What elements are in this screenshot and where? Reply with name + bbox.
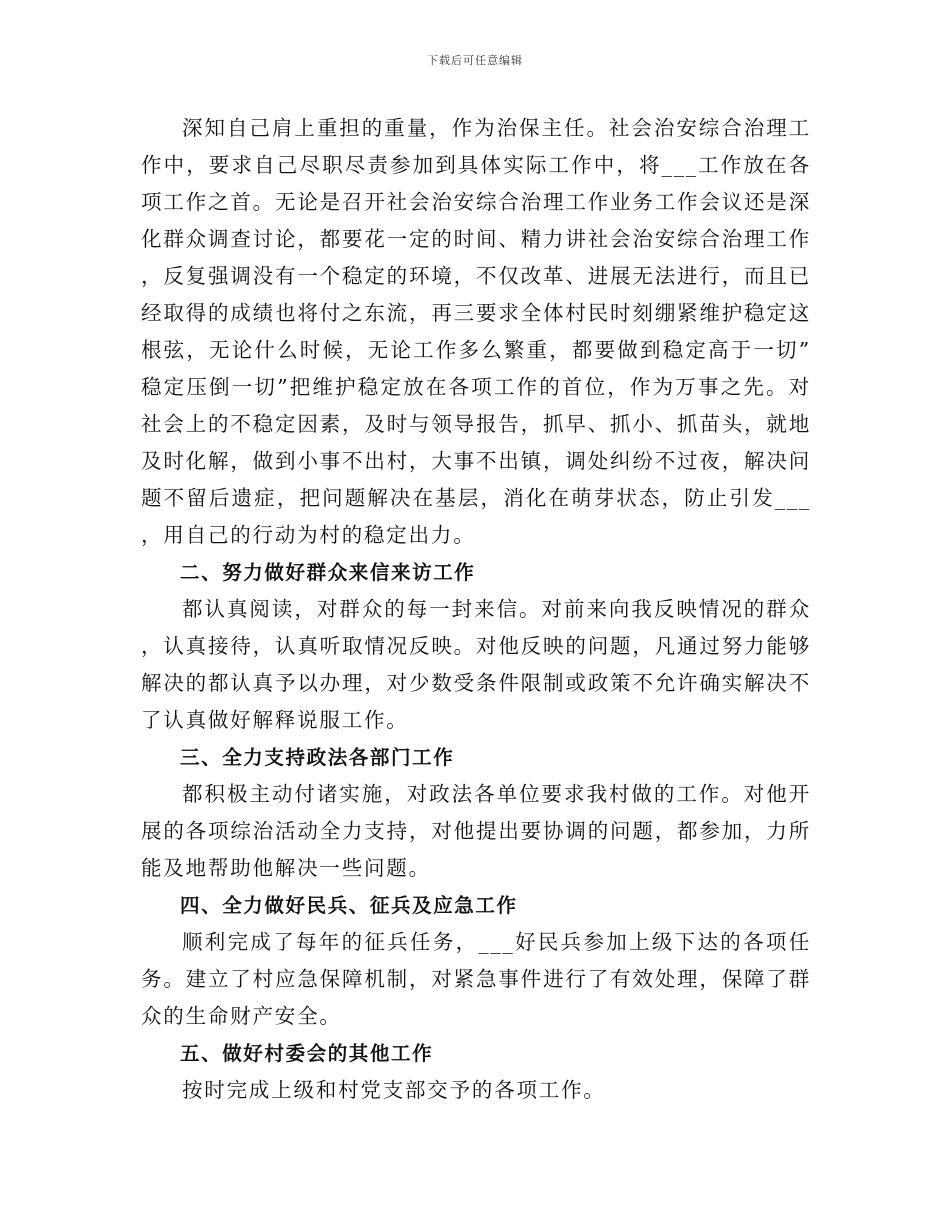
- section-2-heading: 二、努力做好群众来信来访工作: [180, 561, 476, 584]
- section-5-paragraph: 按时完成上级和村党支部交予的各项工作。: [182, 1078, 606, 1102]
- section-4-paragraph: 顺利完成了每年的征兵任务，___好民兵参加上级下达的各项任务。建立了村应急保障机制，对紧急事件进行了有效处理，保障了群众的生命财产安全。: [141, 930, 811, 1028]
- section-3-paragraph: 都积极主动付诸实施，对政法各单位要求我村做的工作。对他开展的各项综治活动全力支持，对他提出要协调的问题，都参加，力所能及地帮助他解决一些问题。: [141, 782, 811, 880]
- section-5-heading: 五、做好村委会的其他工作: [180, 1042, 434, 1065]
- section-1-paragraph: 深知自己肩上重担的重量，作为治保主任。社会治安综合治理工作中，要求自己尽职尽责参加到具体实际工作中，将___工作放在各项工作之首。无论是召开社会治安综合治理工作业务工作会议还是深化群众调查讨论，都要花一定的时间、精力讲社会治安综合治理工作，反复强调没有一个稳定的环境，不仅改革、进展无法进行，而且已经取得的成绩也将付之东流，再三要求全体村民时刻绷紧维护稳定这根弦，无论什么时候，无论工作多么繁重，都要做到稳定高于一切”稳定压倒一切”把维护稳定放在各项工作的首位，作为万事之先。对社会上的不稳定因素，及时与领导报告，抓早、抓小、抓苗头，就地及时化解，做到小事不出村，大事不出镇，调处纠纷不过夜，解决问题不留后遗症，把问题解决在基层，消化在萌芽状态，防止引发___，用自己的行动为村的稳定出力。: [141, 116, 811, 547]
- document-body: [141, 110, 811, 1109]
- section-2-paragraph: 都认真阅读，对群众的每一封来信。对前来向我反映情况的群众，认真接待，认真听取情况反映。对他反映的问题，凡通过努力能够解决的都认真予以办理，对少数受条件限制或政策不允许确实解决不了认真做好解释说服工作。: [141, 597, 811, 732]
- header-note: 下载后可任意编辑: [427, 54, 523, 67]
- section-4-heading: 四、全力做好民兵、征兵及应急工作: [180, 894, 518, 917]
- section-3-heading: 三、全力支持政法各部门工作: [180, 746, 455, 769]
